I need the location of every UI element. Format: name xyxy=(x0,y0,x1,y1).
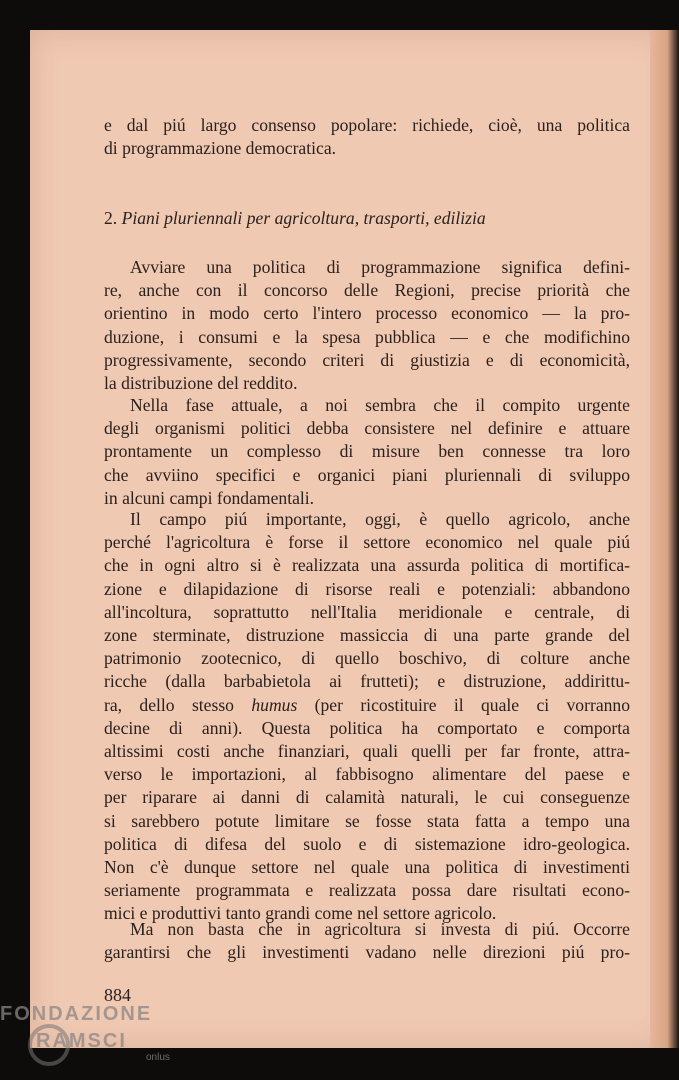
section-title: Piani pluriennali per agricoltura, trasporti, edilizia xyxy=(121,208,486,228)
text-line: decine di anni). Questa politica ha comportato e comporta xyxy=(104,717,630,738)
text-line: patrimonio zootecnico, di quello boschivo, di colture anche xyxy=(104,648,630,669)
text-line: prontamente un complesso di misure ben connesse tra loro xyxy=(104,441,630,462)
text-line: in alcuni campi fondamentali. xyxy=(104,487,315,508)
text-line: Non c'è dunque settore nel quale una politica di investimenti xyxy=(104,857,630,878)
intro-paragraph xyxy=(104,114,630,160)
paragraph-4 xyxy=(104,918,630,964)
page-number: 884 xyxy=(104,985,131,1005)
text-line: per riparare ai danni di calamità naturali, le cui conseguenze xyxy=(104,787,630,808)
text-line: progressivamente, secondo criteri di giustizia e di economicità, xyxy=(104,349,630,370)
text-line: di programmazione democratica. xyxy=(104,138,337,159)
page-edge xyxy=(650,30,679,1048)
text-line: la distribuzione del reddito. xyxy=(104,373,298,394)
text-segment: ra, dello stesso xyxy=(104,694,234,715)
text-line: si sarebbero potute limitare se fosse stata fatta a tempo una xyxy=(104,810,630,831)
text-line xyxy=(104,694,630,717)
text-line: politica di difesa del suolo e di sistemazione idro-geologica. xyxy=(104,833,630,854)
watermark-line-3: onlus xyxy=(146,1052,170,1063)
text-line: altissimi costi anche finanziari, quali quelli per far fronte, attra- xyxy=(104,741,630,762)
text-line: zione e dilapidazione di risorse reali e potenziali: abbandono xyxy=(104,578,630,599)
text-line: che in ogni altro si è realizzata una assurda politica di mortifica- xyxy=(104,555,630,576)
watermark-line-1: FONDAZIONE xyxy=(0,1003,153,1025)
text-line: ricche (dalla barbabietola ai frutteti); e distruzione, addirittu- xyxy=(104,671,630,692)
text-line: all'incoltura, soprattutto nell'Italia meridionale e centrale, di xyxy=(104,601,630,622)
text-line: Ma non basta che in agricoltura si investa di piú. Occorre xyxy=(130,919,630,939)
text-line: Avviare una politica di programmazione significa defini- xyxy=(130,257,630,277)
text-line: verso le importazioni, al fabbisogno alimentare del paese e xyxy=(104,764,630,785)
text-line: degli organismi politici debba consistere nel definire e attuare xyxy=(104,418,630,439)
paragraph-3 xyxy=(104,508,630,926)
text-line: perché l'agricoltura è forse il settore economico nel quale piú xyxy=(104,532,630,553)
paragraph-2 xyxy=(104,394,630,510)
watermark-line-2: RAMSCI xyxy=(36,1030,127,1052)
text-line: mici e produttivi tanto grandi come nel settore agricolo. xyxy=(104,903,497,924)
text-line: seriamente programmata e realizzata possa dare risultati econo- xyxy=(104,880,630,901)
section-number: 2. xyxy=(104,208,118,228)
text-line: che avviino specifici e organici piani pluriennali di sviluppo xyxy=(104,464,630,485)
text-line: zone sterminate, distruzione massiccia di una parte grande del xyxy=(104,625,630,646)
paragraph-1 xyxy=(104,256,630,395)
text-line: duzione, i consumi e la spesa pubblica — e che modifichino xyxy=(104,326,630,347)
italic-term: humus xyxy=(251,694,298,715)
section-heading xyxy=(104,208,644,229)
text-line: Il campo piú importante, oggi, è quello agricolo, anche xyxy=(130,509,630,529)
text-line: re, anche con il concorso delle Regioni, precise priorità che xyxy=(104,280,630,301)
text-line: Nella fase attuale, a noi sembra che il compito urgente xyxy=(130,395,630,415)
text-line: orientino in modo certo l'intero processo economico — la pro- xyxy=(104,303,630,324)
text-line: garantirsi che gli investimenti vadano nelle direzioni piú pro- xyxy=(104,942,630,963)
text-line: e dal piú largo consenso popolare: richiede, cioè, una politica xyxy=(104,115,630,135)
text-segment: (per ricostituire il quale ci vorranno xyxy=(314,694,631,715)
